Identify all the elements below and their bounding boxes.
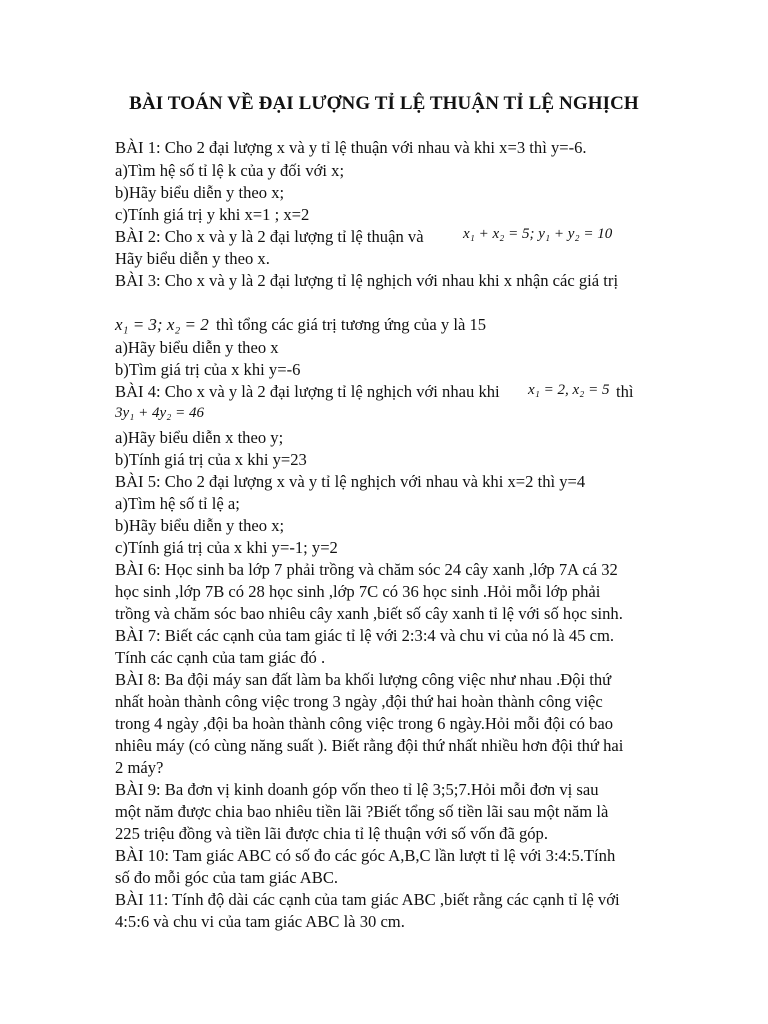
formula-bai3: x₁ = 3; x₂ = 2 <box>115 315 209 334</box>
text-line: c)Tính giá trị y khi x=1 ; x=2 <box>115 205 310 224</box>
text-line: c)Tính giá trị của x khi y=-1; y=2 <box>115 538 338 557</box>
text-line: BÀI 7: Biết các cạnh của tam giác tỉ lệ với 2:3:4 và chu vi của nó là 45 cm. <box>115 626 615 645</box>
text-line: một năm được chia bao nhiêu tiền lãi ?Biết tổng số tiền lãi sau một năm là <box>115 802 609 821</box>
text-line: nhất hoàn thành công việc trong 3 ngày ,đội thứ hai hoàn thành công việc <box>115 692 603 711</box>
text-line: 4:5:6 và chu vi của tam giác ABC là 30 cm. <box>115 912 405 931</box>
text-line: a)Hãy biểu diễn x theo y; <box>115 428 284 447</box>
text-line: BÀI 4: Cho x và y là 2 đại lượng tỉ lệ nghịch với nhau khi <box>115 382 500 401</box>
text-line: nhiêu máy (có cùng năng suất ). Biết rằng đội thứ nhất nhiều hơn đội thứ hai <box>115 736 624 755</box>
text-line: a)Tìm hệ số tỉ lệ k của y đối với x; <box>115 161 345 180</box>
text-line: BÀI 11: Tính độ dài các cạnh của tam giác ABC ,biết rằng các cạnh tỉ lệ với <box>115 890 620 909</box>
text-line: BÀI 2: Cho x và y là 2 đại lượng tỉ lệ thuận và <box>115 227 424 246</box>
text-line: b)Hãy biểu diễn y theo x; <box>115 516 285 535</box>
text-line: b)Tìm giá trị của x khi y=-6 <box>115 360 301 379</box>
document-title: BÀI TOÁN VỀ ĐẠI LƯỢNG TỈ LỆ THUẬN TỈ LỆ NGHỊCH <box>129 93 639 114</box>
formula-bai4-x: x₁ = 2, x₂ = 5 <box>528 382 610 398</box>
text-line: học sinh ,lớp 7B có 28 học sinh ,lớp 7C có 36 học sinh .Hỏi mỗi lớp phải <box>115 582 601 601</box>
text-line: BÀI 8: Ba đội máy san đất làm ba khối lượng công việc như nhau .Đội thứ <box>115 670 612 689</box>
text-line: b)Hãy biểu diễn y theo x; <box>115 183 285 202</box>
text-line: BÀI 5: Cho 2 đại lượng x và y tỉ lệ nghịch với nhau và khi x=2 thì y=4 <box>115 472 586 491</box>
text-line: a)Hãy biểu diễn y theo x <box>115 338 279 357</box>
text-line: 2 máy? <box>115 758 164 777</box>
formula-bai2: x₁ + x₂ = 5; y₁ + y₂ = 10 <box>463 226 613 242</box>
text-line: trong 4 ngày ,đội ba hoàn thành công việc trong 6 ngày.Hỏi mỗi đội có bao <box>115 714 614 733</box>
text-line: BÀI 10: Tam giác ABC có số đo các góc A,B,C lần lượt tỉ lệ với 3:4:5.Tính <box>115 846 616 865</box>
text-line: thì tổng các giá trị tương ứng của y là 15 <box>216 315 487 334</box>
text-line: Tính các cạnh của tam giác đó . <box>115 648 326 667</box>
text-line: thì <box>616 382 634 401</box>
text-line: trồng và chăm sóc bao nhiêu cây xanh ,biết số cây xanh tỉ lệ với số học sinh. <box>115 604 623 623</box>
text-line: b)Tính giá trị của x khi y=23 <box>115 450 307 469</box>
text-line: BÀI 9: Ba đơn vị kinh doanh góp vốn theo tỉ lệ 3;5;7.Hỏi mỗi đơn vị sau <box>115 780 599 799</box>
text-line: số đo mỗi góc của tam giác ABC. <box>115 868 339 887</box>
text-line: 225 triệu đồng và tiền lãi được chia tỉ lệ thuận với số vốn đã góp. <box>115 824 549 843</box>
formula-bai4-y: 3y₁ + 4y₂ = 46 <box>115 405 204 421</box>
text-line: BÀI 6: Học sinh ba lớp 7 phải trồng và chăm sóc 24 cây xanh ,lớp 7A cá 32 <box>115 560 618 579</box>
text-line: a)Tìm hệ số tỉ lệ a; <box>115 494 240 513</box>
text-line: Hãy biểu diễn y theo x. <box>115 249 270 268</box>
text-line: BÀI 3: Cho x và y là 2 đại lượng tỉ lệ nghịch với nhau khi x nhận các giá trị <box>115 271 619 290</box>
text-line: BÀI 1: Cho 2 đại lượng x và y tỉ lệ thuận với nhau và khi x=3 thì y=-6. <box>115 138 587 157</box>
